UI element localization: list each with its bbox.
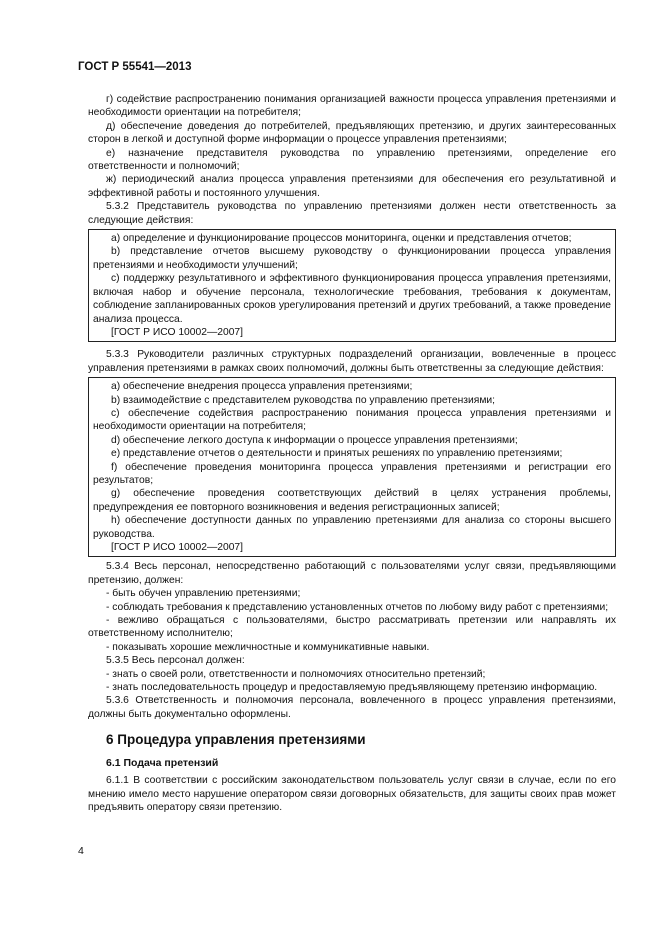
subsection-heading: 6.1 Подача претензий — [106, 756, 219, 769]
quote-item-g: g) обеспечение проведения соответствующих действий в целях устранения проблемы, предупреждения ее повторного возникновения и ведения регистрационных записей; — [93, 488, 611, 513]
quote-item-b: b) представление отчетов высшему руководству о функционировании процесса управления претензиями и необходимости улучшений; — [93, 246, 611, 271]
list-item: - знать последовательность процедур и предоставляемую предъявляющему претензию информацию. — [106, 682, 598, 694]
paragraph-5-3-3: 5.3.3 Руководители различных структурных подразделений организации, вовлеченные в процесс управления претензиями в рамках своих полномочий, должны быть ответственны за следующие действия: — [88, 349, 616, 374]
list-item-e: е) назначение представителя руководства по управлению претензиями, определение его ответственности и полномочий; — [88, 147, 616, 173]
list-item: - знать о своей роли, ответственности и полномочиях относительно претензий; — [106, 668, 486, 680]
page-number: 4 — [78, 845, 84, 857]
quote-item-a: a) определение и функционирование процессов мониторинга, оценки и представления отчетов; — [111, 233, 572, 245]
quote-item-a: a) обеспечение внедрения процесса управления претензиями; — [111, 381, 413, 393]
paragraph-5-3-2: 5.3.2 Представитель руководства по управлению претензиями должен нести ответственность за следующие действия: — [88, 201, 616, 226]
quote-item-f: f) обеспечение проведения мониторинга процесса управления претензиями и регистрации его результатов; — [93, 461, 611, 486]
list-item: - показывать хорошие межличностные и коммуникативные навыки. — [106, 641, 430, 653]
list-item-g: г) содействие распространению понимания организацией важности процесса управления претензиями и необходимости ориентации на потребителя; — [88, 94, 616, 119]
list-item-d: д) обеспечение доведения до потребителей, предъявляющих претензию, и других заинтересованных сторон в легкой и доступной форме информации о процессе управления претензиями; — [88, 120, 616, 146]
quote-box-5-3-2 — [88, 229, 616, 342]
quote-item-h: h) обеспечение доступности данных по управлению претензиями для анализа со стороны высшего руководства. — [93, 515, 611, 540]
section-heading: 6 Процедура управления претензиями — [106, 732, 366, 748]
paragraph-5-3-5: 5.3.5 Весь персонал должен: — [106, 655, 245, 667]
paragraph-5-3-4: 5.3.4 Весь персонал, непосредственно работающий с пользователями услуг связи, предъявляющими претензию, должен: — [88, 561, 616, 586]
list-item-zh: ж) периодический анализ процесса управления претензиями для обеспечения его результативной и эффективной работы и постоянного улучшения. — [88, 174, 616, 199]
list-item: - соблюдать требования к представлению установленных отчетов по любому виду работ с претензиями; — [106, 601, 609, 613]
quote-reference: [ГОСТ Р ИСО 10002—2007] — [111, 326, 244, 338]
list-item: - быть обучен управлению претензиями; — [106, 588, 301, 600]
quote-item-b: b) взаимодействие с представителем руководства по управлению претензиями; — [111, 394, 496, 406]
paragraph-5-3-6: 5.3.6 Ответственность и полномочия персонала, вовлеченного в процесс управления претензиями, должны быть документально оформлены. — [88, 695, 616, 720]
page-body — [88, 93, 616, 814]
document-id-header: ГОСТ Р 55541—2013 — [78, 61, 192, 73]
quote-reference: [ГОСТ Р ИСО 10002—2007] — [111, 542, 244, 553]
quote-item-c: c) обеспечение содействия распространению понимания процесса управления претензиями и необходимости ориентации на потребителя; — [93, 407, 611, 433]
quote-item-d: d) обеспечение легкого доступа к информации о процессе управления претензиями; — [111, 434, 518, 446]
quote-item-c: c) поддержку результативного и эффективного функционирования процесса управления претензиями, включая набор и обучение персонала, технологические требования, требования к документам, соблюдение запланированных сроков урегулирования претензий и других требований, а также проведение анализа процесса. — [93, 273, 611, 325]
paragraph-6-1-1: 6.1.1 В соответствии с российским законодательством пользователь услуг связи в случае, если по его мнению имело место нарушение оператором связи договорных обязательств, для защиты своих прав может предъявить оператору связи претензию. — [88, 775, 616, 813]
quote-box-5-3-3 — [88, 377, 616, 557]
list-item: - вежливо обращаться с пользователями, быстро рассматривать претензии или направлять их ответственному исполнителю; — [88, 615, 616, 640]
quote-item-e: e) представление отчетов о деятельности и принятых решениях по управлению претензиями; — [111, 448, 563, 460]
